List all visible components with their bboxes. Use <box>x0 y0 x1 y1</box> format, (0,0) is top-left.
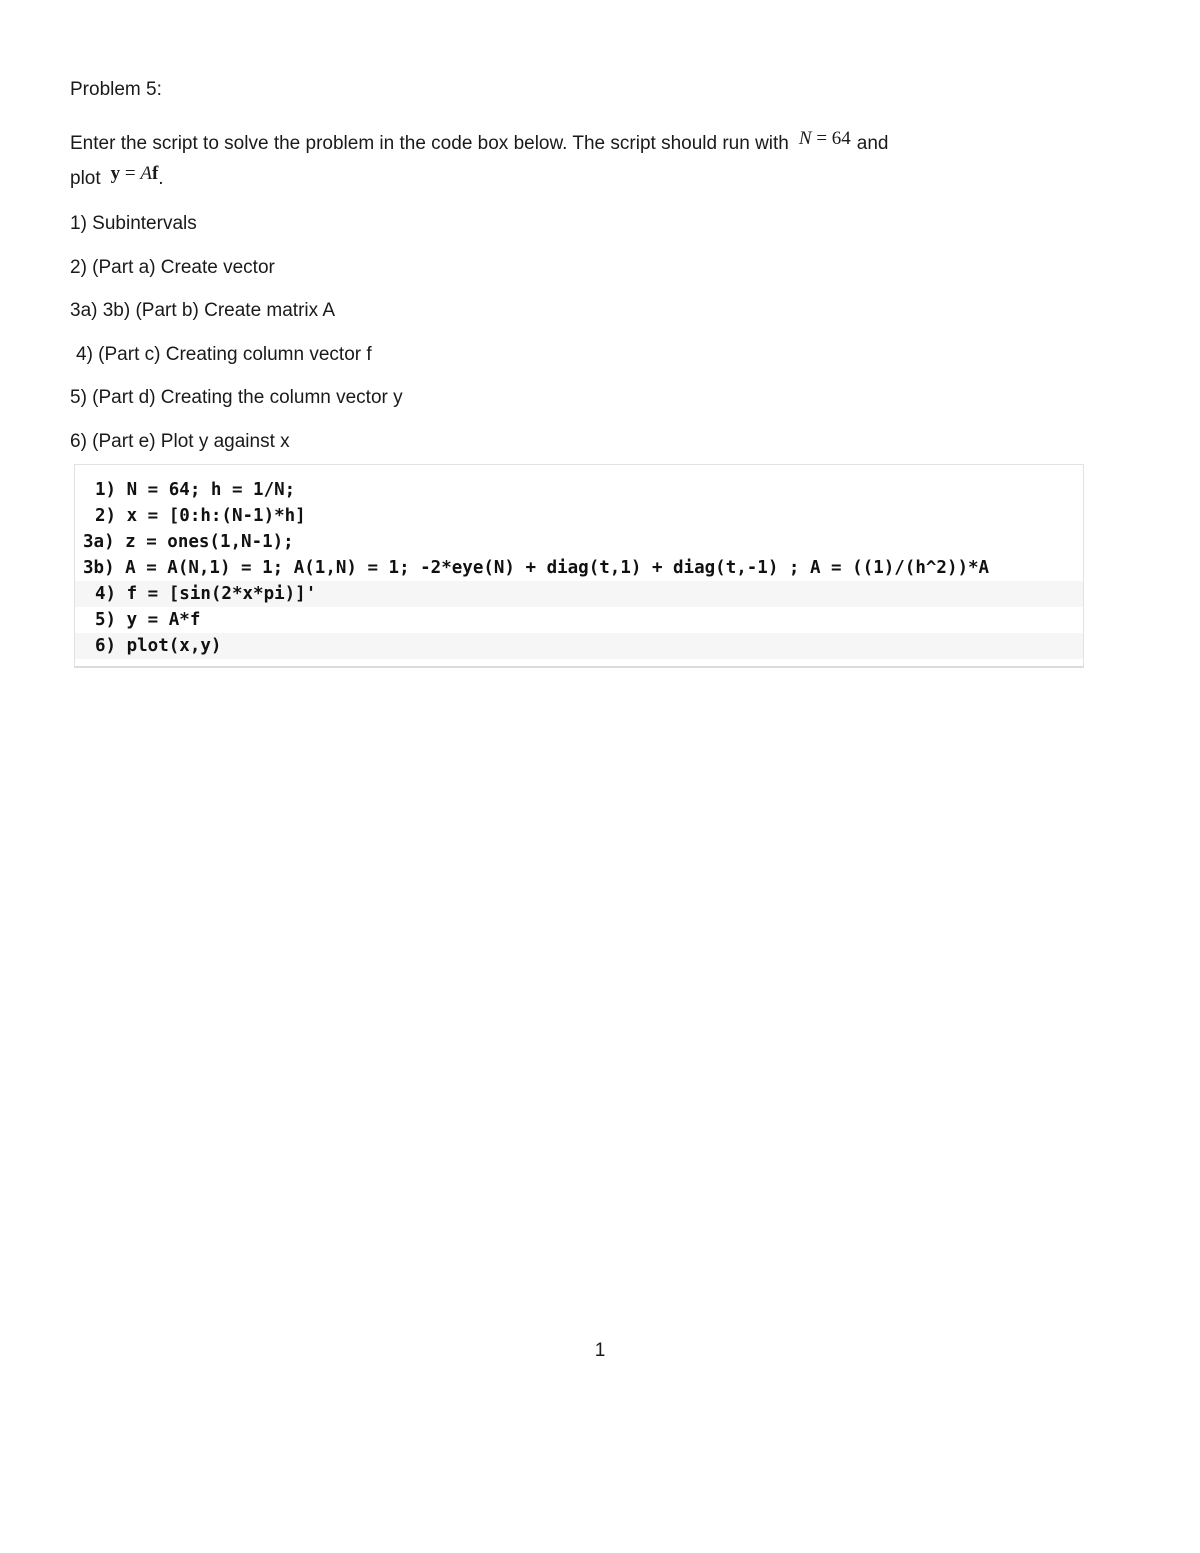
instructions-text-3: plot <box>70 168 101 189</box>
equation-y-eq: = <box>120 163 141 184</box>
equation-n <box>789 124 857 154</box>
step-6: 6) (Part e) Plot y against x <box>70 430 290 452</box>
instructions-text-1: Enter the script to solve the problem in the code box below. The script should run with <box>70 133 789 154</box>
equation-n-symbol: N <box>798 128 812 149</box>
step-5: 5) (Part d) Creating the column vector y <box>70 387 403 408</box>
code-line-3a: 3a) z = ones(1,N-1); <box>83 532 294 552</box>
code-line-3b: 3b) A = A(N,1) = 1; A(1,N) = 1; -2*eye(N) + diag(t,1) + diag(t,-1) ; A = ((1)/(h^2))*A <box>83 558 990 578</box>
problem-instructions <box>70 124 1080 194</box>
problem-text <box>70 78 1080 473</box>
code-line-1: 1) N = 64; h = 1/N; <box>95 480 296 500</box>
equation-y-a: A <box>140 163 152 184</box>
equation-n-value: = 64 <box>811 128 851 149</box>
problem-title: Problem 5: <box>70 79 162 100</box>
step-3: 3a) 3b) (Part b) Create matrix A <box>70 300 336 321</box>
equation-y-f: f <box>151 163 159 184</box>
page-number: 1 <box>594 1340 606 1361</box>
code-line-6: 6) plot(x,y) <box>75 633 1083 659</box>
equation-y-symbol: y <box>110 163 121 184</box>
equation-y <box>101 159 165 189</box>
instructions-text-4: . <box>158 168 164 189</box>
code-line-4: 4) f = [sin(2*x*pi)]' <box>75 581 1083 607</box>
step-4: 4) (Part c) Creating column vector f <box>76 343 372 365</box>
code-line-5: 5) y = A*f <box>95 610 201 630</box>
step-2: 2) (Part a) Create vector <box>70 256 275 278</box>
step-1: 1) Subintervals <box>70 213 197 234</box>
code-line-2: 2) x = [0:h:(N-1)*h] <box>95 506 306 526</box>
code-box[interactable] <box>74 464 1084 668</box>
instructions-text-2: and <box>856 133 889 154</box>
